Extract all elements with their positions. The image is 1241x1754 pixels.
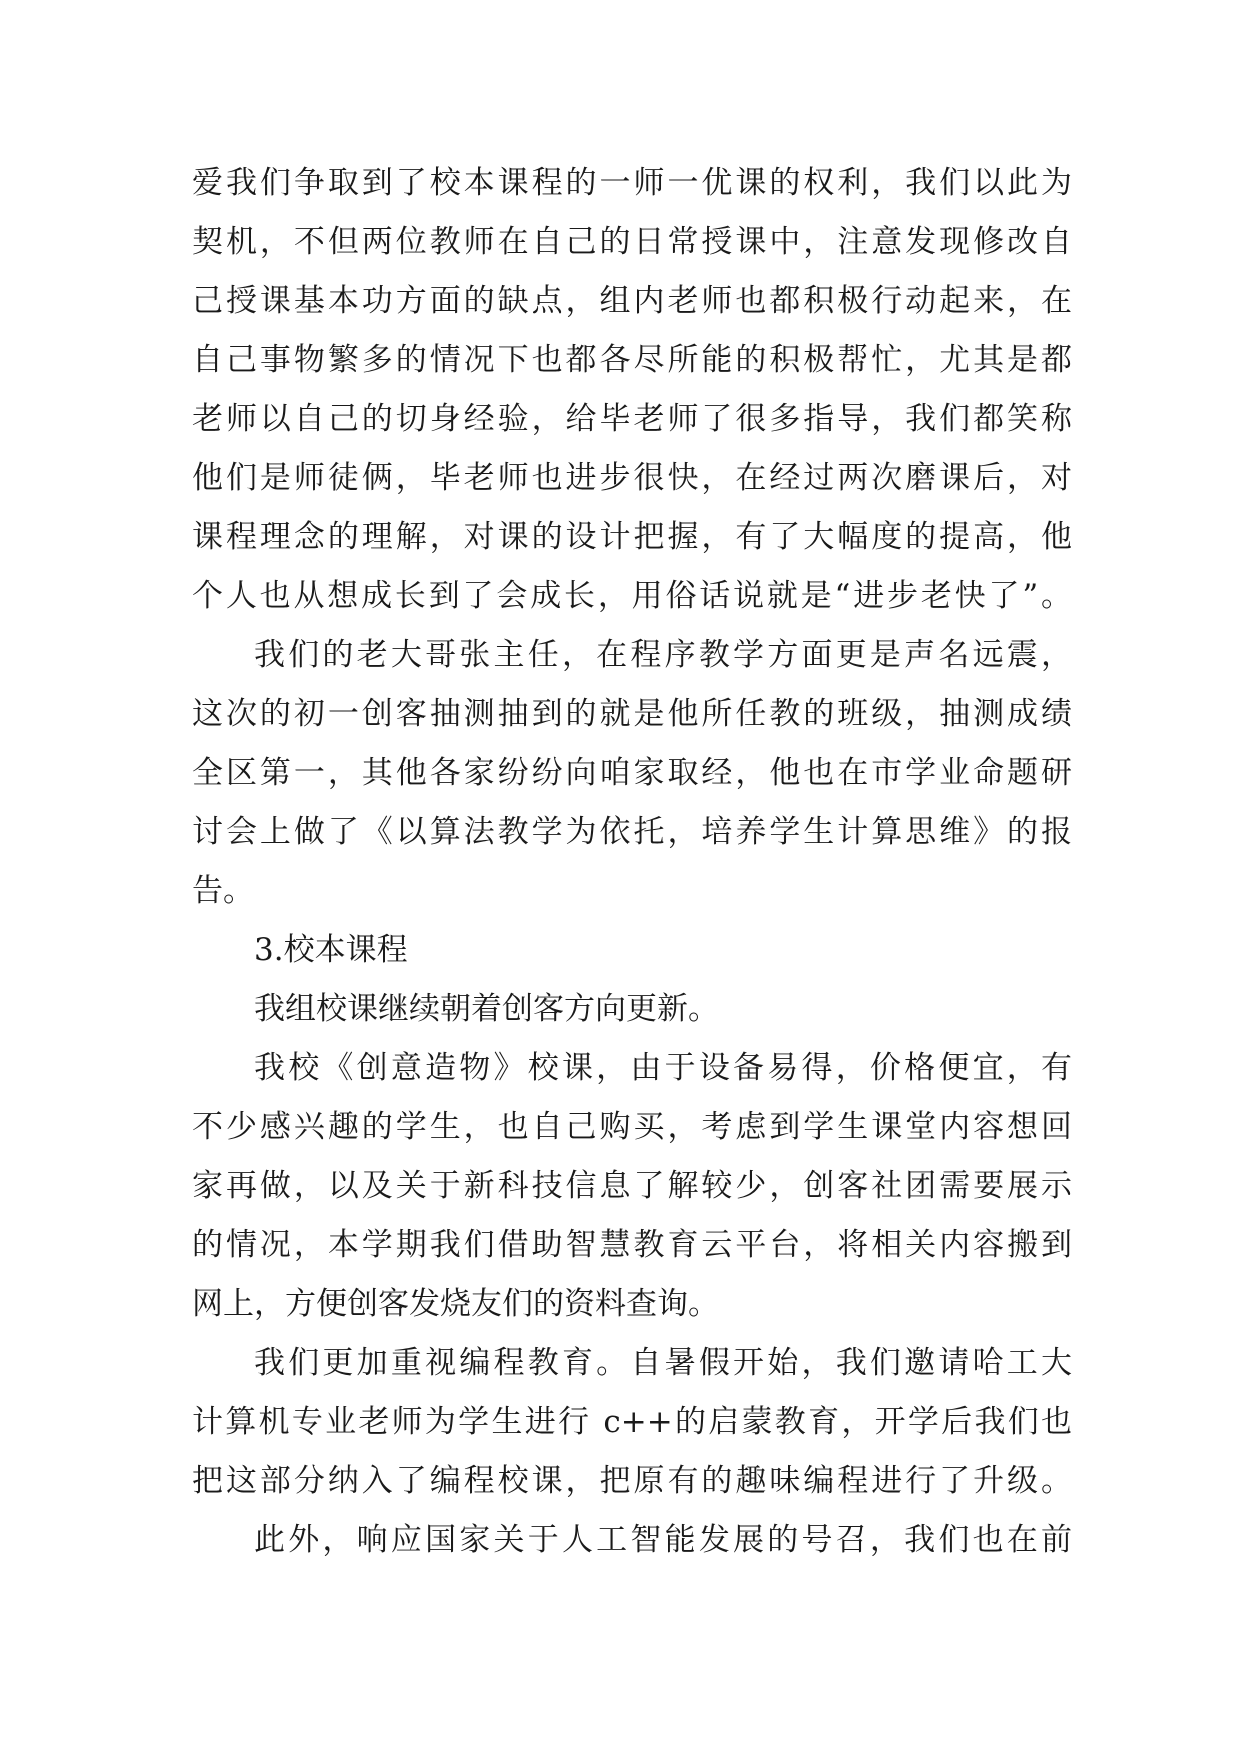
paragraph-start-line: 我组校课继续朝着创客方向更新。 [254, 991, 719, 1027]
text-line: 老师以自己的切身经验，给毕老师了很多指导，我们都笑称 [192, 401, 1072, 437]
paragraph-start-line: 此外，响应国家关于人工智能发展的号召，我们也在前 [254, 1522, 1072, 1558]
text-line: 自己事物繁多的情况下也都各尽所能的积极帮忙，尤其是都 [192, 342, 1072, 378]
text-line: 计算机专业老师为学生进行 c++的启蒙教育，开学后我们也 [192, 1404, 1072, 1440]
text-line: 的情况，本学期我们借助智慧教育云平台，将相关内容搬到 [192, 1227, 1072, 1263]
text-line: 契机，不但两位教师在自己的日常授课中，注意发现修改自 [192, 224, 1072, 260]
paragraph-start-line: 我们的老大哥张主任，在程序教学方面更是声名远震， [254, 637, 1072, 673]
text-line: 他们是师徒俩，毕老师也进步很快，在经过两次磨课后，对 [192, 460, 1072, 496]
text-line: 己授课基本功方面的缺点，组内老师也都积极行动起来，在 [192, 283, 1072, 319]
text-line: 这次的初一创客抽测抽到的就是他所任教的班级，抽测成绩 [192, 696, 1072, 732]
section-heading: 3.校本课程 [254, 932, 408, 968]
text-line: 不少感兴趣的学生，也自己购买，考虑到学生课堂内容想回 [192, 1109, 1072, 1145]
text-line: 全区第一，其他各家纷纷向咱家取经，他也在市学业命题研 [192, 755, 1072, 791]
text-line: 家再做，以及关于新科技信息了解较少，创客社团需要展示 [192, 1168, 1072, 1204]
paragraph-start-line: 我校《创意造物》校课，由于设备易得，价格便宜，有 [254, 1050, 1072, 1086]
text-line: 课程理念的理解，对课的设计把握，有了大幅度的提高，他 [192, 519, 1072, 555]
text-line: 告。 [192, 873, 254, 909]
text-line: 把这部分纳入了编程校课，把原有的趣味编程进行了升级。 [192, 1463, 1072, 1499]
text-line: 爱我们争取到了校本课程的一师一优课的权利，我们以此为 [192, 165, 1072, 201]
text-line: 个人也从想成长到了会成长，用俗话说就是“进步老快了”。 [192, 578, 1072, 614]
text-line: 网上，方便创客发烧友们的资料查询。 [192, 1286, 719, 1322]
text-line: 讨会上做了《以算法教学为依托，培养学生计算思维》的报 [192, 814, 1072, 850]
paragraph-start-line: 我们更加重视编程教育。自暑假开始，我们邀请哈工大 [254, 1345, 1072, 1381]
